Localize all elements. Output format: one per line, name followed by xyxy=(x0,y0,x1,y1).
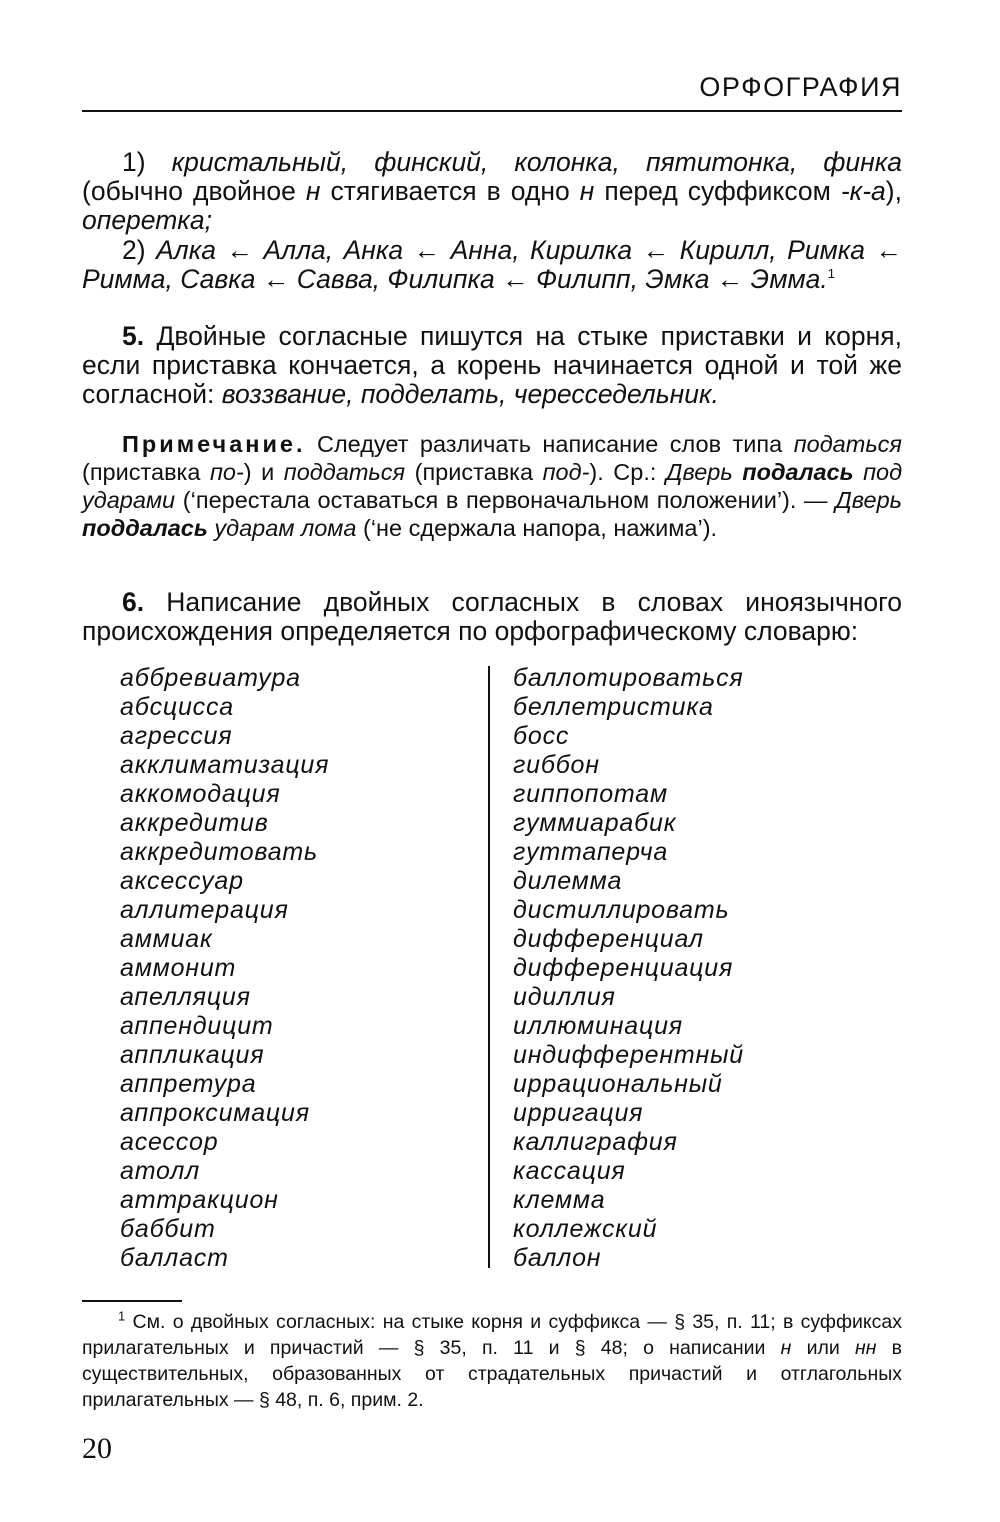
item-2-words: Алка ← Алла, Анка ← Анна, Кирилка ← Кирилл, Римка ← Римма, Савка ← Савва, Филипка ← Филипп, Эмка ← Эмма. xyxy=(82,235,902,294)
footnote-letter: н xyxy=(780,1337,792,1359)
header-title: ОРФОГРАФИЯ xyxy=(699,72,902,102)
word-right-item: дилемма xyxy=(513,867,623,895)
word-right-item: клемма xyxy=(513,1186,606,1214)
word-right-item: идиллия xyxy=(513,983,616,1011)
item-6-number: 6. xyxy=(122,587,145,617)
word-right-item: кассация xyxy=(513,1157,626,1185)
column-divider xyxy=(488,666,490,1268)
footnote-text: в существительных, образованных от страдательных причастий и отглагольных прилагательных — § 48, п. 6, прим. 2. xyxy=(82,1337,903,1411)
word-left-item: агрессия xyxy=(120,722,233,750)
item-1 xyxy=(82,148,902,235)
word-right-item: ирригация xyxy=(513,1099,644,1127)
word-left-item: балласт xyxy=(120,1244,229,1272)
note-example: Дверь xyxy=(835,487,903,513)
note-text: (приставка xyxy=(414,459,534,485)
word-left-item: аттракцион xyxy=(120,1186,279,1214)
word-right-item: индифферентный xyxy=(513,1041,744,1069)
item-5 xyxy=(82,322,902,409)
item-1-number: 1) xyxy=(122,147,146,177)
word-left-item: аккредитовать xyxy=(120,838,318,866)
item-1-words: кристальный, финский, колонка, пятитонка, финка xyxy=(171,147,902,177)
word-right-item: баллотироваться xyxy=(513,664,744,692)
word-column-left xyxy=(120,664,329,1273)
item-1-letter: н xyxy=(305,176,321,206)
footnote-letter: нн xyxy=(854,1337,877,1359)
word-right-item: иллюминация xyxy=(513,1012,683,1040)
word-left-item: аллитерация xyxy=(120,896,289,924)
note-text: (приставка xyxy=(82,459,201,485)
word-left-item: аппликация xyxy=(120,1041,265,1069)
word-left-item: акклиматизация xyxy=(120,751,330,779)
note-text: ) и xyxy=(243,459,275,485)
note-example-bold: подалась xyxy=(742,459,854,485)
note-word: податься xyxy=(793,431,902,457)
word-left-item: аккомодация xyxy=(120,780,281,808)
note-example-bold: поддалась xyxy=(82,515,208,541)
item-1-suffix: -к-а xyxy=(840,176,886,206)
word-left-item: атолл xyxy=(120,1157,201,1185)
word-right-item: беллетристика xyxy=(513,693,714,721)
word-left-item: аббревиатура xyxy=(120,664,301,692)
word-right-item: каллиграфия xyxy=(513,1128,678,1156)
item-1-text: стягивается в одно xyxy=(330,176,570,206)
footnote-ref: 1 xyxy=(827,266,836,282)
word-right-item: иррациональный xyxy=(513,1070,723,1098)
word-left-item: аккредитив xyxy=(120,809,269,837)
item-2 xyxy=(82,236,902,294)
note-word: поддаться xyxy=(283,459,406,485)
item-5-number: 5. xyxy=(122,321,145,351)
item-1-words: оперетка; xyxy=(82,205,212,235)
word-right-item: босс xyxy=(513,722,570,750)
note xyxy=(82,430,902,542)
word-right-item: дифференциация xyxy=(513,954,734,982)
note-text: Следует различать написание слов типа xyxy=(316,431,783,457)
note-prefix: под- xyxy=(542,459,590,485)
note-example: под ударами xyxy=(82,459,903,513)
note-text: (‘перестала оставаться в первоначальном положении’). — xyxy=(182,487,828,513)
item-5-examples: воззвание, подделать, чересседельник. xyxy=(221,379,719,409)
note-prefix: по- xyxy=(209,459,244,485)
item-1-letter: н xyxy=(579,176,595,206)
word-left-item: аппретура xyxy=(120,1070,257,1098)
item-6-text: Написание двойных согласных в словах иноязычного происхождения определяется по орфографическому словарю: xyxy=(82,587,902,646)
page-number: 20 xyxy=(82,1432,112,1465)
item-1-text: ), xyxy=(885,176,902,206)
item-2-number: 2) xyxy=(122,235,146,265)
word-right-item: баллон xyxy=(513,1244,602,1272)
word-left-item: асессор xyxy=(120,1128,219,1156)
note-label: Примечание. xyxy=(122,431,306,457)
word-right-item: гуттаперча xyxy=(513,838,669,866)
item-1-text: перед суффиксом xyxy=(604,176,831,206)
word-left-item: аммиак xyxy=(120,925,213,953)
word-left-item: апелляция xyxy=(120,983,251,1011)
word-left-item: аппроксимация xyxy=(120,1099,310,1127)
word-right-item: дифференциал xyxy=(513,925,704,953)
word-right-item: гуммиарабик xyxy=(513,809,677,837)
item-6 xyxy=(82,588,902,646)
footnote-rule xyxy=(82,1300,182,1302)
word-right-item: дистиллировать xyxy=(513,896,730,924)
note-text: (‘не сдержала напора, нажима’). xyxy=(363,515,718,541)
running-header xyxy=(82,68,902,112)
item-5-text: Двойные согласные пишутся на стыке приставки и корня, если приставка кончается, а корень начинается одной и той же согласной: xyxy=(82,321,902,409)
footnote xyxy=(82,1309,902,1413)
footnote-text: или xyxy=(806,1337,840,1359)
footnote-mark: 1 xyxy=(118,1308,126,1324)
word-left-item: баббит xyxy=(120,1215,216,1243)
item-1-text: (обычно двойное xyxy=(82,176,296,206)
note-text: ). Ср.: xyxy=(589,459,657,485)
word-left-item: аммонит xyxy=(120,954,237,982)
word-right-item: гиппопотам xyxy=(513,780,668,808)
note-example: Дверь xyxy=(665,459,733,485)
note-example: ударам лома xyxy=(214,515,357,541)
word-left-item: абсцисса xyxy=(120,693,234,721)
footnote-text: См. о двойных согласных: на стыке корня и суффикса — § 35, п. 11; в суффиксах прилагательных и причастий — § 35, п. 11 и § 48; о написании xyxy=(82,1311,902,1359)
word-column-right xyxy=(513,664,744,1273)
word-right-item: коллежский xyxy=(513,1215,658,1243)
word-left-item: аппендицит xyxy=(120,1012,274,1040)
word-right-item: гиббон xyxy=(513,751,600,779)
word-left-item: аксессуар xyxy=(120,867,244,895)
